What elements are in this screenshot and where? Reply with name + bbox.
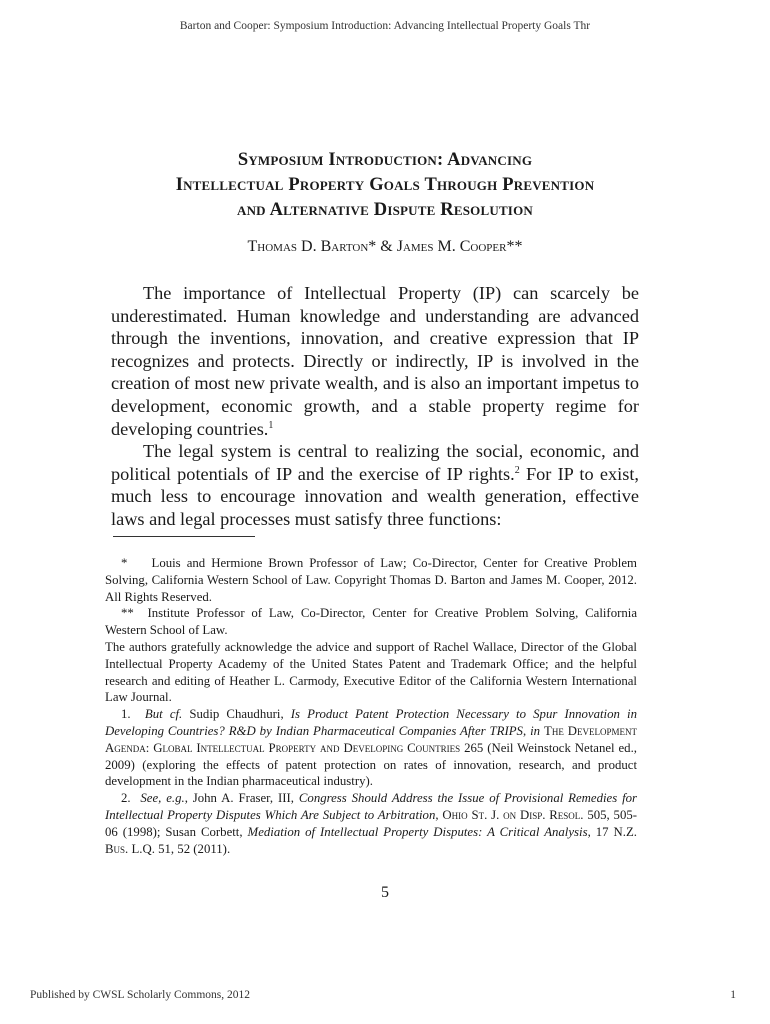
footnote-star bbox=[105, 555, 637, 605]
footnote-2-end: 51, 52 (2011). bbox=[154, 841, 231, 856]
paragraph-2 bbox=[111, 440, 639, 530]
footnote-2-signal: See, e.g. bbox=[140, 791, 185, 806]
page-number: 5 bbox=[381, 884, 389, 901]
paragraph-2-text-b: For IP to exist, much less to encourage innovation and wealth generation, effective laws and legal processes must satisfy three functions: bbox=[111, 463, 639, 529]
footnote-star-mark: * bbox=[121, 556, 128, 570]
footnote-1-signal: But cf. bbox=[144, 707, 183, 722]
footer-page-index: 1 bbox=[730, 989, 736, 1001]
footnote-double-star-text: Institute Professor of Law, Co-Director, Center for Creative Problem Solving, California Western School of Law. bbox=[105, 606, 637, 638]
footnote-2-comma: , bbox=[435, 807, 443, 822]
footnote-2 bbox=[105, 790, 637, 857]
footnote-2-author: , John A. Fraser, III, bbox=[184, 791, 299, 806]
paragraph-1 bbox=[111, 282, 639, 440]
body-text bbox=[111, 282, 639, 531]
footnote-1-in-word: in bbox=[530, 723, 541, 738]
footnote-double-star bbox=[105, 605, 637, 639]
footnote-1-title: Is Product Patent Protection Necessary to Spur Innovation in Developing Countries? R&D by Indian Pharmaceutical Companies After TRIPS bbox=[105, 707, 638, 738]
running-head: Barton and Cooper: Symposium Introduction: Advancing Intellectual Property Goals Thr bbox=[179, 20, 591, 32]
footnote-1-author: Sudip Chaudhuri, bbox=[182, 707, 291, 722]
footer-publisher[interactable]: Published by CWSL Scholarly Commons, 2012 bbox=[30, 989, 250, 1001]
footnote-star-text: Louis and Hermione Brown Professor of Law; Co-Director, Center for Creative Problem Solving, California Western School of Law. Copyright Thomas D. Barton and James M. Cooper, 2012. All Rights Reserved. bbox=[105, 556, 637, 604]
title-line-3: and Alternative Dispute Resolution bbox=[237, 200, 533, 220]
footnote-2-mid: 505, 505-06 (1998); Susan Corbett, bbox=[105, 807, 638, 839]
footnote-1-rest: 265 (Neil Weinstock Netanel ed., 2009) (exploring the effects of patent protection on rates of innovation, research, and product development in the Indian pharmaceutical industry). bbox=[105, 740, 637, 789]
article-title bbox=[100, 148, 670, 223]
footnote-2-title: Congress Should Address the Issue of Provisional Remedies for Intellectual Property Disputes Which Are Subject to Arbitration bbox=[105, 791, 637, 822]
paragraph-1-text: The importance of Intellectual Property (IP) can scarcely be underestimated. Human knowledge and understanding are advanced through the inventions, innovation, and creative expression that IP recognizes and protects. Directly or indirectly, IP is involved in the creation of most new private wealth, and is also an important impetus to development, economic growth, and a stable property regime for developing countries. bbox=[111, 283, 639, 439]
footnote-2-title-2: Mediation of Intellectual Property Disputes: A Critical Analysis bbox=[247, 824, 588, 839]
footnote-2-number: 2. bbox=[121, 791, 131, 806]
footnote-acknowledgment: The authors gratefully acknowledge the advice and support of Rachel Wallace, Director of the Global Intellectual Property Academy of the United States Patent and Trademark Office; and the helpful research and editing of Heather L. Carmody, Executive Editor of the California Western International Law Journal. bbox=[105, 639, 637, 705]
footnote-2-mid-2: , 17 bbox=[587, 824, 614, 839]
title-line-1: Symposium Introduction: Advancing bbox=[237, 150, 533, 170]
footnote-ref-2[interactable]: 2 bbox=[514, 464, 520, 476]
paragraph-2-text-a: The legal system is central to realizing the social, economic, and political potentials of IP and the exercise of IP rights. bbox=[111, 441, 639, 484]
author-line: Thomas D. Barton* & James M. Cooper** bbox=[247, 238, 523, 255]
footnote-1-in: , in bbox=[522, 723, 541, 738]
footnote-1-book: The Development Agenda: Global Intellectual Property and Developing Countries bbox=[105, 723, 637, 755]
footnote-ref-1[interactable]: 1 bbox=[268, 419, 274, 431]
footnotes bbox=[105, 555, 637, 857]
footnote-double-star-mark: ** bbox=[121, 606, 134, 621]
footnote-divider bbox=[113, 536, 255, 537]
footnote-1 bbox=[105, 706, 637, 790]
footnote-2-journal: Ohio St. J. on Disp. Resol. bbox=[442, 807, 584, 822]
footnote-2-journal-2: N.Z. Bus. L.Q. bbox=[105, 824, 637, 856]
footnote-1-number: 1. bbox=[121, 707, 131, 722]
title-line-2: Intellectual Property Goals Through Prevention bbox=[175, 175, 595, 195]
